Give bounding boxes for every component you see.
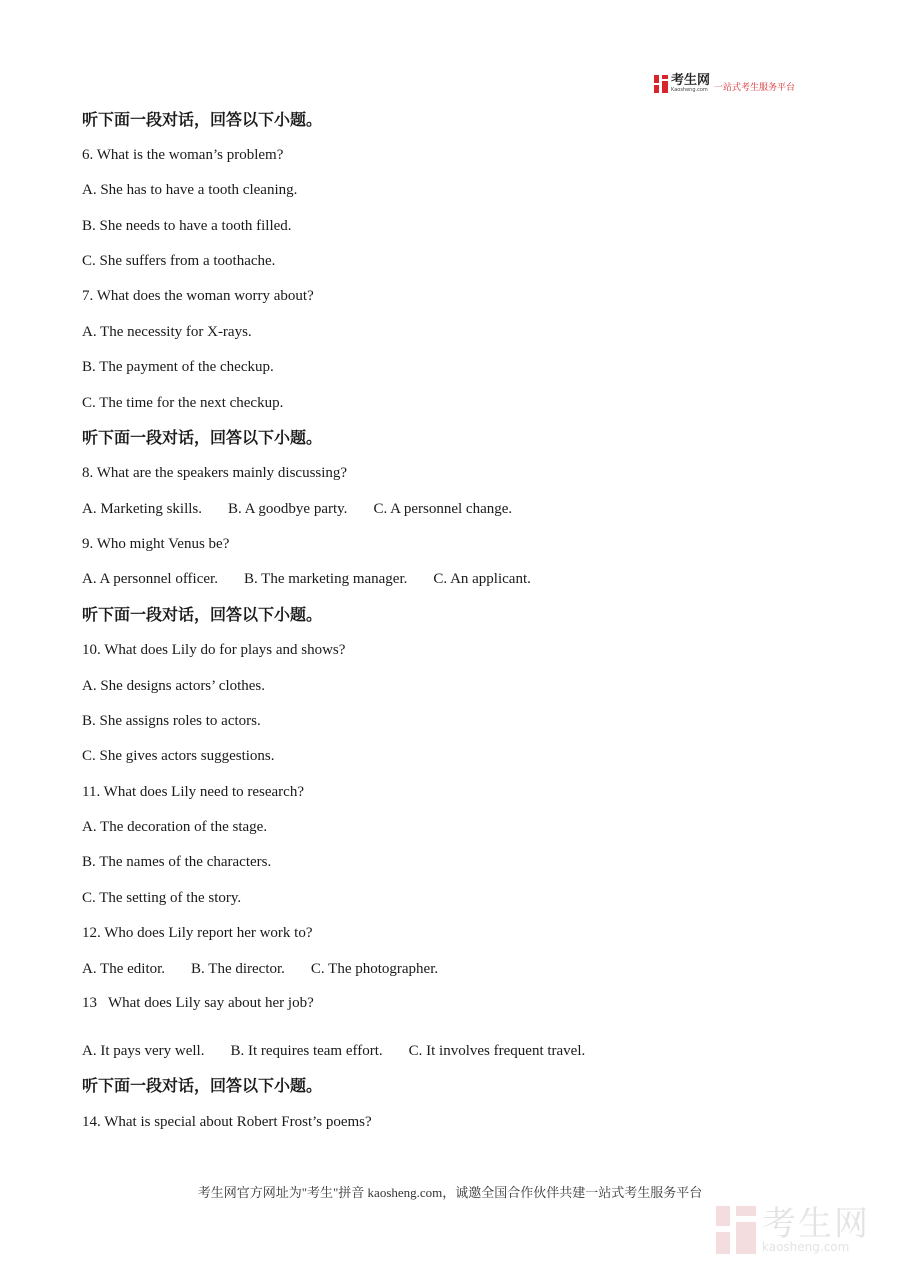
option-9b: B. The marketing manager.	[243, 571, 408, 587]
option-13b: B. It requires team effort.	[230, 1043, 383, 1059]
question-8: 8. What are the speakers mainly discussing?	[82, 465, 348, 481]
option-13c: C. It involves frequent travel.	[408, 1043, 586, 1059]
option-11c: C. The setting of the story.	[82, 890, 242, 906]
option-8a: A. Marketing skills.	[82, 501, 202, 517]
question-12: 12. Who does Lily report her work to?	[82, 925, 313, 941]
option-10a: A. She designs actors’ clothes.	[82, 678, 266, 694]
section-heading: 听下面一段对话，回答以下小题。	[82, 110, 323, 129]
question-7: 7. What does the woman worry about?	[82, 288, 314, 304]
watermark-logo-icon	[716, 1206, 756, 1254]
option-13a: A. It pays very well.	[82, 1043, 205, 1059]
option-7b: B. The payment of the checkup.	[82, 359, 274, 375]
options-9	[82, 570, 531, 588]
option-12c: C. The photographer.	[310, 961, 439, 977]
page-footer: 考生网官方网址为"考生"拼音 kaosheng.com，诚邀全国合作伙伴共建一站式考生服务平台	[197, 1185, 703, 1200]
question-11: 11. What does Lily need to research?	[82, 784, 304, 800]
option-12b: B. The director.	[191, 961, 285, 977]
option-11b: B. The names of the characters.	[82, 854, 272, 870]
option-9c: C. An applicant.	[433, 571, 531, 587]
option-7a: A. The necessity for X-rays.	[82, 324, 252, 340]
question-6: 6. What is the woman’s problem?	[82, 147, 284, 163]
logo-text: 考生网	[671, 73, 711, 88]
logo-subtext: Kaosheng.com	[671, 87, 708, 93]
watermark	[716, 1206, 870, 1254]
option-9a: A. A personnel officer.	[82, 571, 218, 587]
section-heading: 听下面一段对话，回答以下小题。	[82, 428, 323, 447]
watermark-subtext: kaosheng.com	[762, 1240, 850, 1254]
option-6c: C. She suffers from a toothache.	[82, 253, 276, 269]
options-8	[82, 500, 512, 518]
option-6b: B. She needs to have a tooth filled.	[82, 218, 292, 234]
option-7c: C. The time for the next checkup.	[82, 395, 284, 411]
header-slogan: 一站式考生服务平台	[714, 82, 796, 93]
section-heading: 听下面一段对话，回答以下小题。	[82, 1076, 323, 1095]
option-10c: C. She gives actors suggestions.	[82, 748, 275, 764]
question-14: 14. What is special about Robert Frost’s poems?	[82, 1114, 372, 1130]
option-6a: A. She has to have a tooth cleaning.	[82, 182, 298, 198]
question-10: 10. What does Lily do for plays and shows?	[82, 642, 346, 658]
option-10b: B. She assigns roles to actors.	[82, 713, 261, 729]
option-12a: A. The editor.	[82, 961, 166, 977]
watermark-text: 考生网	[762, 1204, 870, 1244]
section-heading: 听下面一段对话，回答以下小题。	[82, 605, 323, 624]
option-11a: A. The decoration of the stage.	[82, 819, 268, 835]
header-logo	[654, 74, 795, 94]
option-8b: B. A goodbye party.	[228, 501, 348, 517]
options-13	[82, 1042, 585, 1060]
options-12	[82, 960, 438, 978]
question-9: 9. Who might Venus be?	[82, 536, 230, 552]
option-8c: C. A personnel change.	[373, 501, 513, 517]
question-13: 13 What does Lily say about her job?	[82, 995, 314, 1011]
logo-icon	[654, 75, 668, 93]
